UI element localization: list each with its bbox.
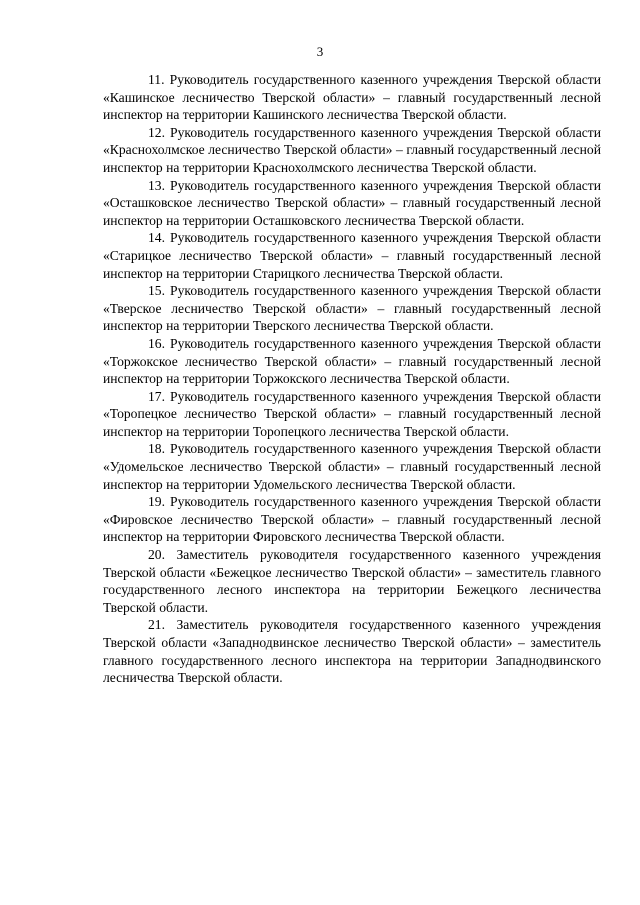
paragraph-15: 15. Руководитель государственного казенного учреждения Тверской области «Тверское лесничество Тверской области» – главный государственный лесной инспектор на территории Тверского лесничества Тверской области. (103, 283, 601, 334)
paragraph-17: 17. Руководитель государственного казенного учреждения Тверской области «Торопецкое лесничество Тверской области» – главный государственный лесной инспектор на территории Торопецкого лесничества Тверской области. (103, 388, 601, 439)
paragraph-20: 20. Заместитель руководителя государственного казенного учреждения Тверской области «Бежецкое лесничество Тверской области» – заместитель главного государственного лесного инспектора на территории Бежецкого лесничества Тверской области. (103, 547, 601, 615)
paragraph-11: 11. Руководитель государственного казенного учреждения Тверской области «Кашинское лесничество Тверской области» – главный государственный лесной инспектор на территории Кашинского лесничества Тверской области. (103, 72, 601, 123)
paragraph-14: 14. Руководитель государственного казенного учреждения Тверской области «Старицкое лесничество Тверской области» – главный государственный лесной инспектор на территории Старицкого лесничества Тверской области. (103, 230, 601, 281)
paragraph-12: 12. Руководитель государственного казенного учреждения Тверской области «Краснохолмское лесничество Тверской области» – главный государственный лесной инспектор на территории Краснохолмского лесничества Тверской области. (103, 124, 601, 175)
document-body (103, 71, 601, 687)
page-number: 3 (316, 44, 324, 59)
paragraph-21: 21. Заместитель руководителя государственного казенного учреждения Тверской области «Западнодвинское лесничество Тверской области» – заместитель главного государственного лесного инспектора на территории Западнодвинского лесничества Тверской области. (103, 617, 601, 686)
paragraph-18: 18. Руководитель государственного казенного учреждения Тверской области «Удомельское лесничество Тверской области» – главный государственный лесной инспектор на территории Удомельского лесничества Тверской области. (103, 441, 601, 492)
paragraph-16: 16. Руководитель государственного казенного учреждения Тверской области «Торжокское лесничество Тверской области» – главный государственный лесной инспектор на территории Торжокского лесничества Тверской области. (103, 335, 601, 387)
paragraph-13: 13. Руководитель государственного казенного учреждения Тверской области «Осташковское лесничество Тверской области» – главный государственный лесной инспектор на территории Осташковского лесничества Тверской области. (103, 177, 601, 228)
paragraph-19: 19. Руководитель государственного казенного учреждения Тверской области «Фировское лесничество Тверской области» – главный государственный лесной инспектор на территории Фировского лесничества Тверской области. (103, 494, 601, 545)
